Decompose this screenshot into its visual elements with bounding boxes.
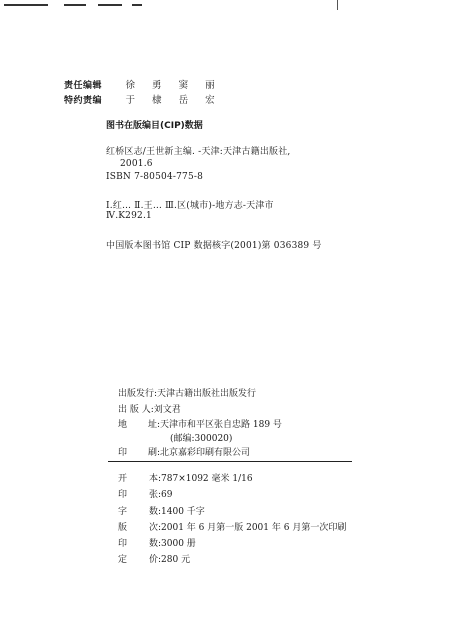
cip-line-1: 红桥区志/王世新主编. -天津:天津古籍出版社, (106, 147, 291, 157)
spec-label: 开 (118, 474, 128, 484)
cip-heading: 图书在版编目(CIP)数据 (106, 121, 203, 131)
cip-classification-1: Ⅰ.红… Ⅱ.王… Ⅲ.区(城市)-地方志-天津市 (106, 201, 274, 211)
publisher-label: 出 版 人: (118, 405, 154, 415)
spec-value: 数:3000 册 (149, 539, 196, 549)
spec-value: 张:69 (149, 490, 173, 500)
cip-classification-2: Ⅳ.K292.1 (106, 211, 152, 221)
cip-line-2: 2001.6 (120, 159, 153, 169)
distributor-line: 出版发行:天津古籍出版社出版发行 (118, 389, 257, 399)
publisher-value: 刘文君 (153, 405, 181, 415)
responsible-editor-names: 徐 勇 窦 丽 (125, 80, 219, 91)
scan-artifact-line (4, 4, 48, 6)
publisher-line (118, 402, 181, 415)
cip-core-number: 中国版本图书馆 CIP 数据核字(2001)第 036389 号 (106, 241, 322, 251)
address-value: 址:天津市和平区张自忠路 189 号 (148, 420, 282, 430)
spec-print-run (118, 536, 196, 549)
spec-price (118, 552, 190, 565)
special-editor-names: 于 棣 岳 宏 (125, 95, 219, 106)
spec-value: 价:280 元 (149, 555, 191, 565)
printer-label: 印 (118, 448, 128, 458)
scan-artifact-line (64, 4, 86, 6)
scan-artifact-line (132, 4, 142, 6)
printer-value: 刷:北京嘉彩印刷有限公司 (148, 448, 251, 458)
postcode-line: (邮编:300020) (170, 434, 233, 444)
spec-value: 本:787×1092 毫米 1/16 (149, 474, 253, 484)
spec-word-count (118, 504, 205, 517)
spec-label: 字 (118, 507, 128, 517)
divider-line (108, 461, 352, 462)
spec-edition (118, 520, 346, 533)
spec-sheets (118, 487, 173, 500)
scan-artifact-tick (337, 0, 338, 10)
spec-label: 版 (118, 523, 128, 533)
responsible-editor-row (64, 77, 219, 91)
spec-label: 定 (118, 555, 128, 565)
spec-value: 次:2001 年 6 月第一版 2001 年 6 月第一次印刷 (149, 523, 347, 533)
spec-label: 印 (118, 490, 128, 500)
address-line (118, 417, 282, 430)
special-editor-label: 特约责编 (64, 96, 103, 106)
address-label: 地 (118, 420, 128, 430)
cip-isbn: ISBN 7-80504-775-8 (106, 172, 204, 182)
spec-value: 数:1400 千字 (149, 507, 205, 517)
printer-line (118, 445, 250, 458)
spec-label: 印 (118, 539, 128, 549)
spec-format (118, 471, 253, 484)
special-editor-row (64, 92, 219, 106)
scan-artifact-line (98, 4, 122, 6)
responsible-editor-label: 责任编辑 (64, 81, 103, 91)
